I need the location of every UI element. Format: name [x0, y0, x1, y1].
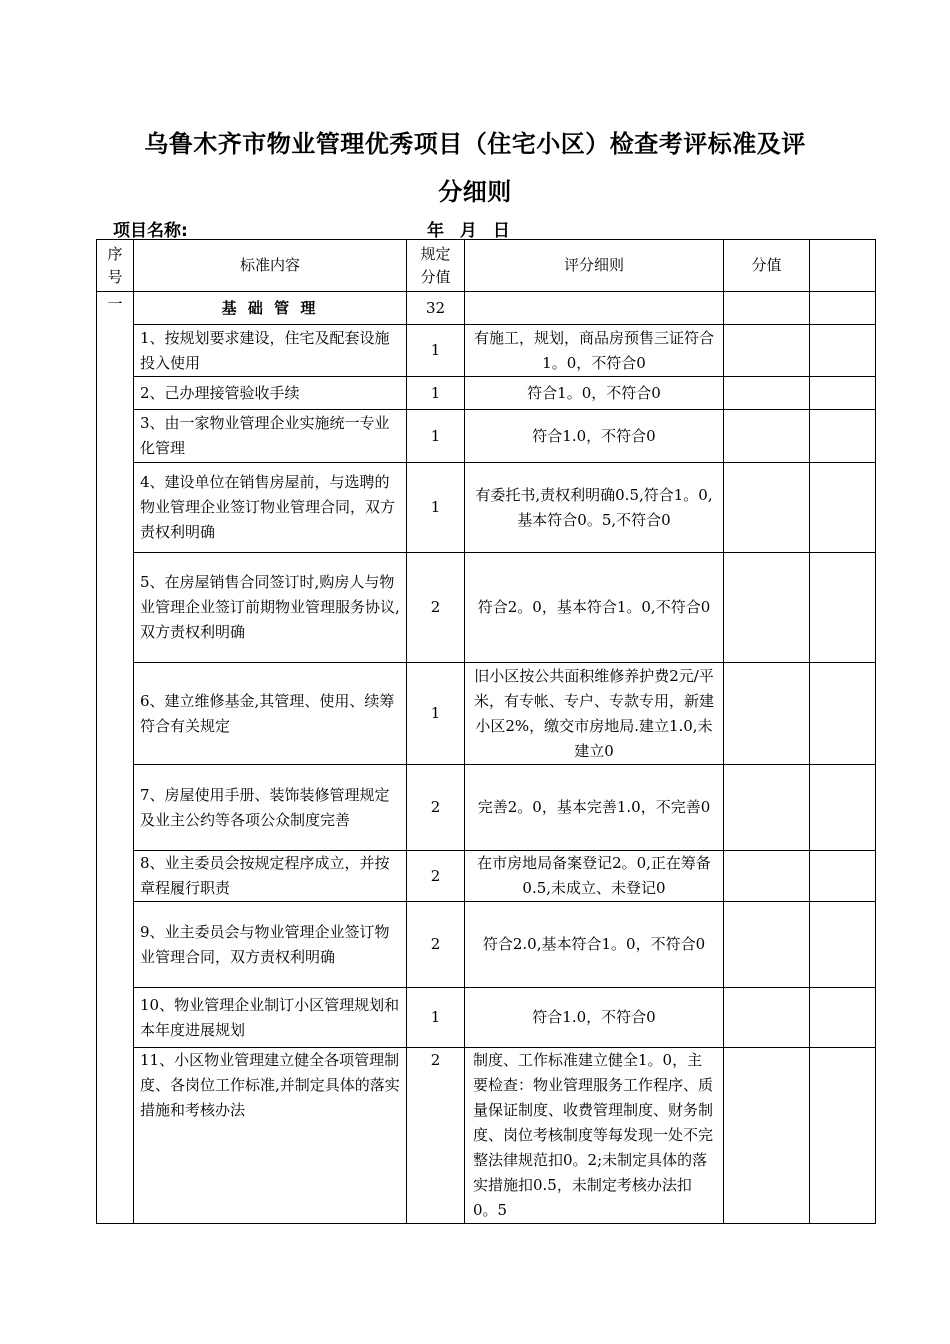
section-detail	[465, 292, 724, 325]
row-extra-cell	[810, 851, 876, 902]
row-content: 9、业主委员会与物业管理企业签订物业管理合同，双方责权利明确	[134, 902, 407, 988]
row-score: 1	[407, 463, 465, 553]
row-content: 3、由一家物业管理企业实施统一专业化管理	[134, 410, 407, 463]
document-title-line-2: 分细则	[438, 178, 512, 206]
row-content: 5、在房屋销售合同签订时,购房人与物业管理企业签订前期物业管理服务协议,双方责权利明确	[134, 553, 407, 663]
row-content: 10、物业管理企业制订小区管理规划和本年度进展规划	[134, 988, 407, 1048]
row-score: 2	[407, 553, 465, 663]
table-row	[97, 377, 876, 410]
header-content: 标准内容	[134, 240, 407, 292]
header-extra	[810, 240, 876, 292]
table-row	[97, 902, 876, 988]
row-extra-cell	[810, 663, 876, 765]
table-row	[97, 325, 876, 377]
row-detail: 符合1.0，不符合0	[465, 988, 724, 1048]
row-content: 8、业主委员会按规定程序成立，并按章程履行职责	[134, 851, 407, 902]
row-value-cell	[724, 663, 810, 765]
row-extra-cell	[810, 553, 876, 663]
row-score: 2	[407, 902, 465, 988]
row-score: 1	[407, 325, 465, 377]
row-detail: 符合2.0,基本符合1。0，不符合0	[465, 902, 724, 988]
row-score: 1	[407, 377, 465, 410]
row-value-cell	[724, 851, 810, 902]
row-detail: 符合2。0，基本符合1。0,不符合0	[465, 553, 724, 663]
row-content: 4、建设单位在销售房屋前，与选聘的物业管理企业签订物业管理合同，双方责权利明确	[134, 463, 407, 553]
row-content: 1、按规划要求建设，住宅及配套设施投入使用	[134, 325, 407, 377]
evaluation-table	[96, 239, 876, 1224]
row-detail: 旧小区按公共面积维修养护费2元/平米，有专帐、专户、专款专用，新建小区2%，缴交市房地局.建立1.0,未建立0	[465, 663, 724, 765]
row-value-cell	[724, 463, 810, 553]
row-score: 1	[407, 663, 465, 765]
row-detail: 有施工，规划，商品房预售三证符合1。0，不符合0	[465, 325, 724, 377]
section-score: 32	[407, 292, 465, 325]
row-value-cell	[724, 1048, 810, 1224]
row-score: 1	[407, 988, 465, 1048]
row-detail: 在市房地局备案登记2。0,正在筹备0.5,未成立、未登记0	[465, 851, 724, 902]
row-value-cell	[724, 902, 810, 988]
header-row	[97, 240, 876, 292]
row-extra-cell	[810, 325, 876, 377]
section-extra	[810, 292, 876, 325]
row-value-cell	[724, 325, 810, 377]
row-value-cell	[724, 377, 810, 410]
row-extra-cell	[810, 765, 876, 851]
row-detail: 完善2。0，基本完善1.0，不完善0	[465, 765, 724, 851]
row-content: 2、己办理接管验收手续	[134, 377, 407, 410]
header-score: 规定分值	[407, 240, 465, 292]
table-row	[97, 851, 876, 902]
row-value-cell	[724, 410, 810, 463]
row-detail: 有委托书,责权利明确0.5,符合1。0,基本符合0。5,不符合0	[465, 463, 724, 553]
row-value-cell	[724, 988, 810, 1048]
table-row	[97, 988, 876, 1048]
row-score: 2	[407, 765, 465, 851]
row-extra-cell	[810, 902, 876, 988]
section-title: 基 础 管 理	[134, 292, 407, 325]
row-extra-cell	[810, 377, 876, 410]
row-value-cell	[724, 553, 810, 663]
document-title-line-1: 乌鲁木齐市物业管理优秀项目（住宅小区）检查考评标准及评	[144, 130, 806, 158]
row-extra-cell	[810, 463, 876, 553]
date-label: 年 月 日	[427, 221, 510, 241]
table-row	[97, 463, 876, 553]
row-score: 1	[407, 410, 465, 463]
row-content: 7、房屋使用手册、装饰装修管理规定及业主公约等各项公众制度完善	[134, 765, 407, 851]
row-detail: 符合1。0，不符合0	[465, 377, 724, 410]
header-detail: 评分细则	[465, 240, 724, 292]
table-row	[97, 553, 876, 663]
row-content: 11、小区物业管理建立健全各项管理制度、各岗位工作标准,并制定具体的落实措施和考核办法	[134, 1048, 407, 1224]
row-extra-cell	[810, 410, 876, 463]
row-extra-cell	[810, 988, 876, 1048]
table-row	[97, 663, 876, 765]
table-row	[97, 410, 876, 463]
row-score: 2	[407, 1048, 465, 1224]
table-row	[97, 765, 876, 851]
row-value-cell	[724, 765, 810, 851]
project-name-label: 项目名称:	[113, 221, 188, 241]
row-score: 2	[407, 851, 465, 902]
section-seq: 一	[97, 292, 134, 1224]
table-row	[97, 1048, 876, 1224]
row-content: 6、建立维修基金,其管理、使用、续筹符合有关规定	[134, 663, 407, 765]
section-value	[724, 292, 810, 325]
header-value: 分值	[724, 240, 810, 292]
row-detail: 制度、工作标准建立健全1。0，主要检查：物业管理服务工作程序、质量保证制度、收费管理制度、财务制度、岗位考核制度等每发现一处不完整法律规范扣0。2;未制定具体的落实措施扣0.5，未制定考核办法扣0。5	[465, 1048, 724, 1224]
row-detail: 符合1.0，不符合0	[465, 410, 724, 463]
section-row	[97, 292, 876, 325]
header-seq: 序号	[97, 240, 134, 292]
row-extra-cell	[810, 1048, 876, 1224]
